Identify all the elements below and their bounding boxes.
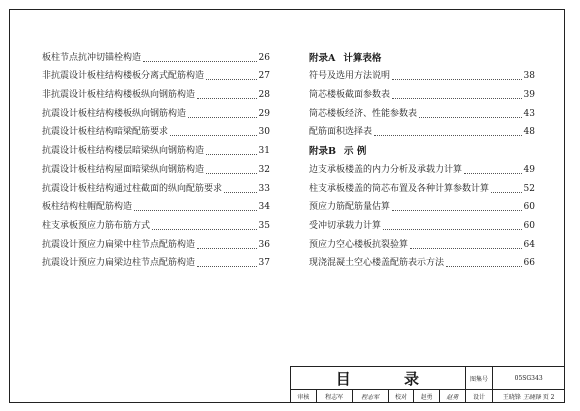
dot-leader xyxy=(197,98,257,99)
appendix-b-label: 附录B xyxy=(309,146,337,158)
toc-entry-title: 柱支承板预应力筋布筋方式 xyxy=(42,220,151,231)
toc-entry-page: 37 xyxy=(258,258,270,269)
toc-entry xyxy=(42,45,270,64)
toc-entry-title: 非抗震设计板柱结构楼板纵向钢筋构造 xyxy=(42,90,196,101)
atlas-number: 05SG343 xyxy=(493,367,565,390)
toc-entry-page: 31 xyxy=(258,146,270,157)
toc-entry xyxy=(42,195,270,214)
toc-entry-page: 38 xyxy=(523,71,535,82)
appendix-b-name: 示 例 xyxy=(344,146,367,158)
toc-entry-page: 29 xyxy=(258,108,270,119)
appendix-a-name: 计算表格 xyxy=(343,52,382,64)
toc-entry-title: 抗震设计预应力扁梁边柱节点配筋构造 xyxy=(42,258,196,269)
toc-entry-page: 48 xyxy=(523,127,535,138)
toc-entry-title: 受冲切承载力计算 xyxy=(309,220,382,231)
toc-entry xyxy=(42,82,270,101)
toc-entry-page: 27 xyxy=(258,71,270,82)
toc-entry-title: 抗震设计板柱结构屋面暗梁纵向钢筋构造 xyxy=(42,164,205,175)
reviewer-signature: 程志军 xyxy=(352,390,388,403)
sheet-title: 目 录 xyxy=(291,367,466,390)
appendix-b-heading xyxy=(309,138,535,157)
designer-signature: 王晓锋 xyxy=(522,393,541,401)
dot-leader xyxy=(143,61,257,62)
toc-entry-title: 抗震设计板柱结构楼板纵向钢筋构造 xyxy=(42,108,187,119)
toc-entry-title: 抗震设计板柱结构通过柱截面的纵向配筋要求 xyxy=(42,183,223,194)
toc-entry xyxy=(309,176,535,195)
toc-entry-title: 配筋面积选择表 xyxy=(309,127,373,138)
toc-entry-title: 板柱结构柱帽配筋构造 xyxy=(42,202,133,213)
toc-right-column xyxy=(309,45,535,269)
toc-entry-title: 柱支承板楼盖的筒芯布置及各种计算参数计算 xyxy=(309,183,490,194)
toc-entry-title: 现浇混凝土空心楼盖配筋表示方法 xyxy=(309,258,445,269)
toc-entry xyxy=(42,64,270,83)
toc-entry xyxy=(309,101,535,120)
dot-leader xyxy=(134,210,257,211)
proofer-signature: 赵勇 xyxy=(440,390,466,403)
title-block xyxy=(290,366,565,403)
dot-leader xyxy=(206,79,257,80)
toc-entry-page: 36 xyxy=(258,239,270,250)
toc-entry-title: 预应力筋配筋量估算 xyxy=(309,202,391,213)
dot-leader xyxy=(188,117,257,118)
toc-entry-page: 60 xyxy=(523,202,535,213)
toc-entry-page: 66 xyxy=(523,258,535,269)
toc-entry-page: 43 xyxy=(523,108,535,119)
proof-label: 校对 xyxy=(388,390,414,403)
atlas-label: 图集号 xyxy=(465,367,493,390)
dot-leader xyxy=(206,173,257,174)
dot-leader xyxy=(419,117,522,118)
dot-leader xyxy=(197,266,257,267)
toc-entry-title: 非抗震设计板柱结构楼板分离式配筋构造 xyxy=(42,71,205,82)
page-cell xyxy=(493,390,565,403)
toc-entry-page: 34 xyxy=(258,202,270,213)
toc-entry xyxy=(309,120,535,139)
toc-entry-page: 39 xyxy=(523,90,535,101)
dot-leader xyxy=(392,210,522,211)
toc-entry xyxy=(42,232,270,251)
toc-entry-title: 抗震设计板柱结构楼层暗梁纵向钢筋构造 xyxy=(42,146,205,157)
dot-leader xyxy=(224,192,257,193)
toc-entry-title: 板柱节点抗冲切锚栓构造 xyxy=(42,52,142,63)
dot-leader xyxy=(206,154,257,155)
toc-entry xyxy=(309,157,535,176)
designer-name: 王晓锋 xyxy=(502,393,521,401)
toc-entry-title: 抗震设计板柱结构暗梁配筋要求 xyxy=(42,127,169,138)
toc-left-column xyxy=(42,45,270,269)
dot-leader xyxy=(374,135,522,136)
toc-entry-page: 33 xyxy=(258,183,270,194)
dot-leader xyxy=(197,248,257,249)
dot-leader xyxy=(170,135,257,136)
toc-entry-page: 28 xyxy=(258,90,270,101)
toc-entry-page: 52 xyxy=(523,183,535,194)
toc-entry xyxy=(42,251,270,270)
dot-leader xyxy=(410,248,522,249)
toc-entry xyxy=(42,138,270,157)
toc-entry xyxy=(42,120,270,139)
reviewer-name: 程志军 xyxy=(316,390,352,403)
dot-leader xyxy=(152,229,257,230)
toc-entry-page: 64 xyxy=(523,239,535,250)
dot-leader xyxy=(392,79,522,80)
toc-entry-title: 筒芯楼板经济、性能参数表 xyxy=(309,108,418,119)
dot-leader xyxy=(383,229,522,230)
toc-entry xyxy=(42,213,270,232)
toc-entry-page: 26 xyxy=(258,52,270,63)
dot-leader xyxy=(491,192,522,193)
toc-entry-title: 筒芯楼板截面参数表 xyxy=(309,90,391,101)
toc-entry-title: 预应力空心楼板抗裂验算 xyxy=(309,239,409,250)
toc-entry-page: 35 xyxy=(258,220,270,231)
toc-entry xyxy=(309,251,535,270)
toc-entry xyxy=(309,213,535,232)
toc-entry xyxy=(42,176,270,195)
toc-entry-title: 符号及选用方法说明 xyxy=(309,71,391,82)
dot-leader xyxy=(392,98,522,99)
toc-entry-page: 32 xyxy=(258,164,270,175)
toc-entry-page: 49 xyxy=(523,164,535,175)
appendix-a-label: 附录A xyxy=(309,52,336,64)
toc-entry xyxy=(42,157,270,176)
toc-entry xyxy=(309,82,535,101)
toc-entry xyxy=(42,101,270,120)
toc-entry-title: 边支承板楼盖的内力分析及承载力计算 xyxy=(309,164,463,175)
design-label: 设计 xyxy=(465,390,493,403)
toc-entry xyxy=(309,64,535,83)
review-label: 审核 xyxy=(291,390,317,403)
toc-entry xyxy=(309,195,535,214)
toc-entry-page: 30 xyxy=(258,127,270,138)
appendix-a-heading xyxy=(309,45,535,64)
toc-entry xyxy=(309,232,535,251)
toc-entry-page: 60 xyxy=(523,220,535,231)
page-number: 2 xyxy=(550,393,555,401)
proofer-name: 赵勇 xyxy=(414,390,440,403)
dot-leader xyxy=(464,173,522,174)
dot-leader xyxy=(446,266,522,267)
page-label: 页 xyxy=(542,393,549,401)
toc-entry-title: 抗震设计预应力扁梁中柱节点配筋构造 xyxy=(42,239,196,250)
